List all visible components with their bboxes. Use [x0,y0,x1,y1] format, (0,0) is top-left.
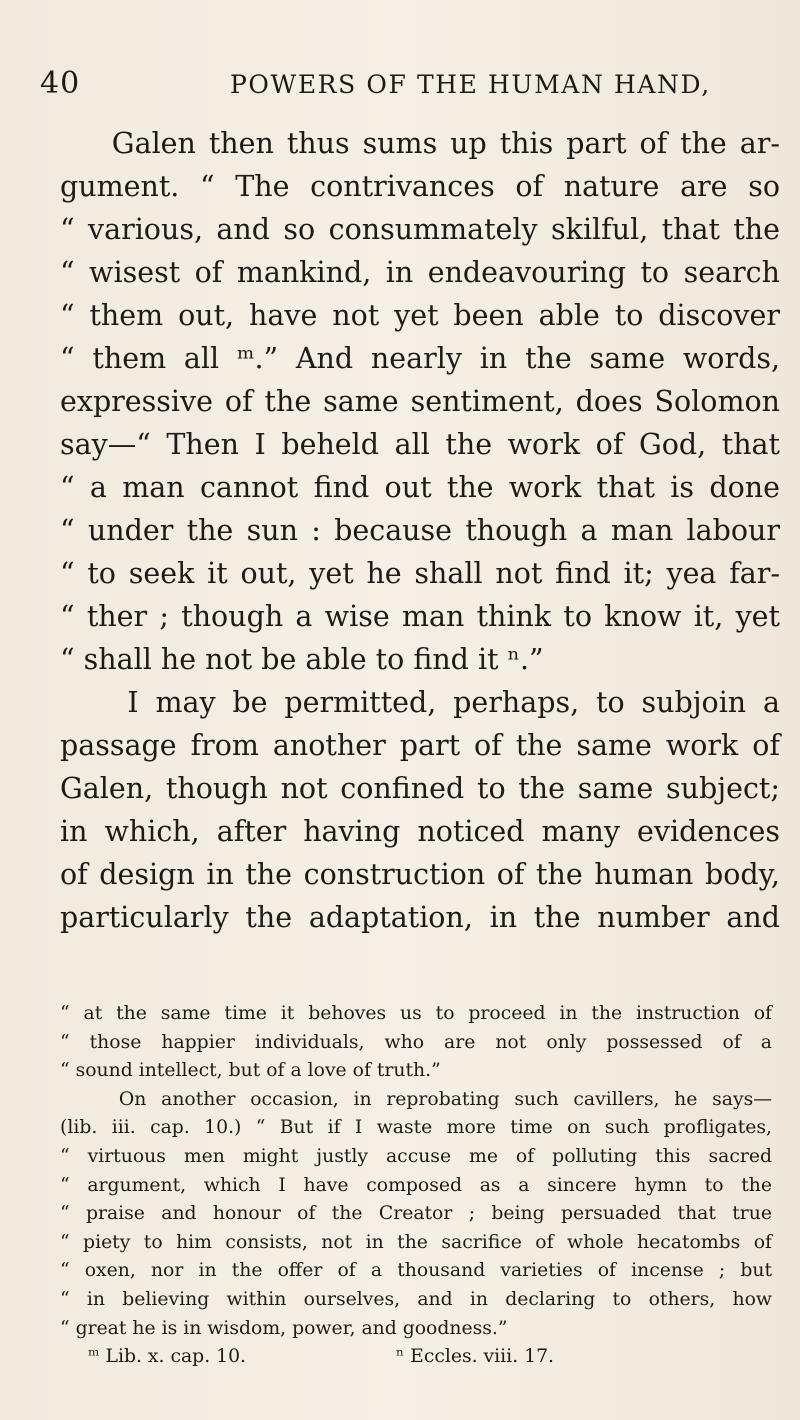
footnote-line: (lib. iii. cap. 10.) “ But if I waste more time on such profligates, [60,1117,772,1139]
text-line: in which, after having noticed many evidences [60,815,780,848]
text-line: “ wisest of mankind, in endeavouring to search [60,256,780,289]
footnote-line: “ argument, which I have composed as a sincere hymn to the [60,1174,772,1196]
text-line: “ ther ; though a wise man think to know it, yet [60,600,780,633]
running-title: POWERS OF THE HUMAN HAND, [230,70,711,99]
reference-m: ᵐ Lib. x. cap. 10. [88,1346,247,1368]
footnote-line: On another occasion, in reprobating such cavillers, he says— [60,1088,772,1110]
footnote-line: “ sound intellect, but of a love of truth.” [60,1060,441,1082]
text-line: “ shall he not be able to find it ⁿ.” [60,643,544,676]
reference-notes [60,1343,772,1372]
footnote-line: “ virtuous men might justly accuse me of polluting this sacred [60,1145,772,1167]
text-line: say—“ Then I beheld all the work of God, that [60,428,780,461]
text-line: “ them all ᵐ.” And nearly in the same words, [60,342,780,375]
footnotes [60,1000,772,1372]
footnote-line: “ praise and honour of the Creator ; being persuaded that true [60,1203,772,1225]
text-line: Galen then thus sums up this part of the ar- [60,127,780,160]
body-text [60,122,780,939]
text-line: Galen, though not confined to the same subject; [60,772,780,805]
reference-n: ⁿ Eccles. viii. 17. [396,1346,554,1368]
page-header [40,66,780,106]
text-line: “ various, and so consummately skilful, that the [60,213,780,246]
footnote-line: “ oxen, nor in the offer of a thousand varieties of incense ; but [60,1260,772,1282]
text-line: expressive of the same sentiment, does Solomon [60,385,780,418]
footnote-line: “ piety to him consists, not in the sacrifice of whole hecatombs of [60,1231,772,1253]
text-line: “ to seek it out, yet he shall not find it; yea far- [60,557,780,590]
text-line: particularly the adaptation, in the number and [60,901,780,934]
footnote-line: “ those happier individuals, who are not only possessed of a [60,1031,772,1053]
footnote-line: “ in believing within ourselves, and in declaring to others, how [60,1288,772,1310]
text-line: gument. “ The contrivances of nature are so [60,170,780,203]
text-line: I may be permitted, perhaps, to subjoin a [60,686,780,719]
footnote-line: “ at the same time it behoves us to proceed in the instruction of [60,1003,772,1024]
page-number: 40 [40,66,81,101]
text-line: of design in the construction of the human body, [60,858,780,891]
text-line: “ under the sun : because though a man labour [60,514,780,547]
text-line: “ them out, have not yet been able to discover [60,299,780,332]
text-line: passage from another part of the same work of [60,729,780,762]
footnote-line: “ great he is in wisdom, power, and goodness.” [60,1317,508,1339]
text-line: “ a man cannot find out the work that is done [60,471,780,504]
